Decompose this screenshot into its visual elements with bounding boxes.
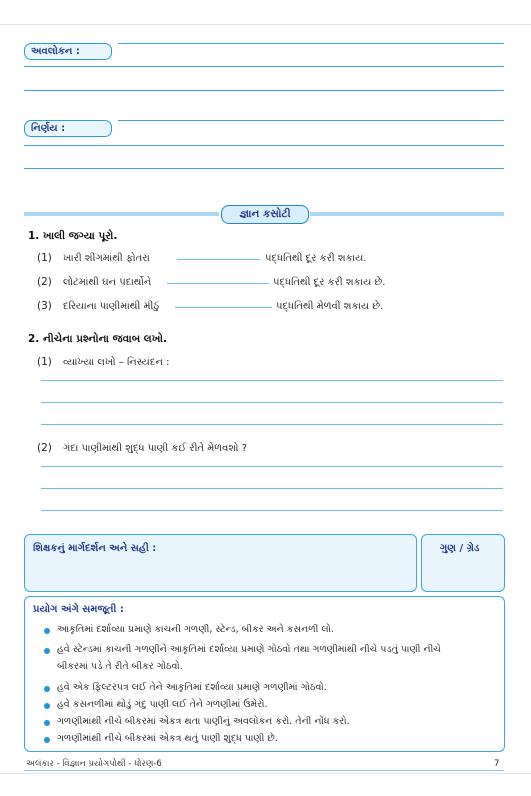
grade-label: ગુણ / ગ્રેડ: [440, 543, 480, 554]
conclusion-label: નિર્ણય :: [24, 120, 112, 137]
answer-line: [41, 510, 503, 511]
answer-line: [41, 424, 503, 425]
q1-item-text: દરિયાના પાણીમાંથી મીઠું: [63, 301, 160, 312]
teacher-signature-label: શિક્ષકનું માર્ગદર્શન અને સહી :: [33, 543, 157, 554]
procedure-point: હવે એક ફિલ્ટરપત્ર લઈ તેને આકૃતિમાં દર્શાવ્યા પ્રમાણે ગળણીમાં ગોઠવો.: [57, 682, 327, 693]
q2-item-number: (1): [37, 356, 52, 368]
procedure-point: ગળણીમાંથી નીચે બીકરમાં એકત્ર થતા પાણીનું અવલોકન કરો. તેની નોંધ કરો.: [57, 716, 350, 727]
page-bottom-frame: [0, 773, 531, 796]
answer-line: [24, 145, 504, 146]
bullet-icon: [44, 720, 50, 726]
observation-label: અવલોકન :: [24, 43, 112, 60]
answer-line: [24, 168, 504, 169]
answer-line: [118, 120, 504, 121]
answer-line: [118, 43, 504, 44]
title-band-left: [24, 212, 219, 216]
answer-line: [41, 488, 503, 489]
title-band-right: [310, 212, 504, 216]
q1-item-text: પદ્ધતિથી મેળવી શકાય છે.: [276, 301, 384, 312]
procedure-point: ગળણીમાંથી નીચે બીકરમાં એકત્ર થતું પાણી શુદ્ધ પાણી છે.: [57, 733, 278, 744]
procedure-point-continuation: બીકરમાં પડે તે રીતે બીકર ગોઠવો.: [57, 661, 183, 672]
blank-line: [167, 283, 269, 284]
q1-item-number: (2): [37, 276, 52, 288]
answer-line: [41, 466, 503, 467]
bullet-icon: [44, 648, 50, 654]
q1-item-text: પદ્ધતિથી દૂર કરી શકાય.: [265, 253, 367, 264]
bullet-icon: [44, 628, 50, 634]
q1-item-text: લોટમાંથી ઘન પદાર્થોને: [63, 277, 152, 288]
bullet-icon: [44, 703, 50, 709]
answer-line: [24, 66, 504, 67]
q2-item-text: વ્યાખ્યા લખો – નિસ્યંદન :: [63, 357, 170, 368]
q2-item-number: (2): [37, 442, 52, 454]
page-number: 7: [494, 759, 500, 769]
blank-line: [175, 307, 272, 308]
q1-item-text: પદ્ધતિથી દૂર કરી શકાય છે.: [273, 277, 386, 288]
bullet-icon: [44, 686, 50, 692]
page-top-frame: [0, 0, 531, 25]
q2-heading: 2. નીચેના પ્રશ્નોના જવાબ લખો.: [28, 333, 167, 345]
blank-line: [177, 259, 260, 260]
q1-item-text: ખારી શીંગમાંથી ફોતરાં: [63, 253, 150, 264]
q1-item-number: (3): [37, 300, 52, 312]
footer-rule: [24, 770, 504, 771]
q1-heading: 1. ખાલી જગ્યા પૂરો.: [28, 230, 118, 242]
procedure-box: [24, 596, 505, 752]
q2-item-text: ગંદા પાણીમાંથી શુદ્ધ પાણી કઈ રીતે મેળવશો ?: [63, 443, 248, 454]
answer-line: [41, 402, 503, 403]
procedure-heading: પ્રયોગ અંગે સમજૂતી :: [33, 604, 124, 615]
answer-line: [24, 90, 504, 91]
procedure-point: આકૃતિમાં દર્શાવ્યા પ્રમાણે કાચની ગળણી, સ્ટેન્ડ, બીકર અને કસનળી લો.: [57, 624, 334, 635]
bullet-icon: [44, 737, 50, 743]
procedure-point: હવે સ્ટેન્ડમાં કાચની ગળણીને આકૃતિમાં દર્શાવ્યા પ્રમાણે ગોઠવો તથા ગળણીમાંથી નીચે પડતું પાણી નીચે: [57, 644, 441, 655]
footer-book-title: અલંકાર - વિજ્ઞાન પ્રયોગપોથી - ધોરણ-6: [26, 759, 162, 769]
q1-item-number: (1): [37, 252, 52, 264]
procedure-point: હવે કસનળીમાં થોડું ગંદુ પાણી લઈ તેને ગળણીમાં ઉમેરો.: [57, 699, 268, 710]
knowledge-test-title: જ્ઞાન કસોટી: [221, 205, 309, 224]
answer-line: [41, 380, 503, 381]
